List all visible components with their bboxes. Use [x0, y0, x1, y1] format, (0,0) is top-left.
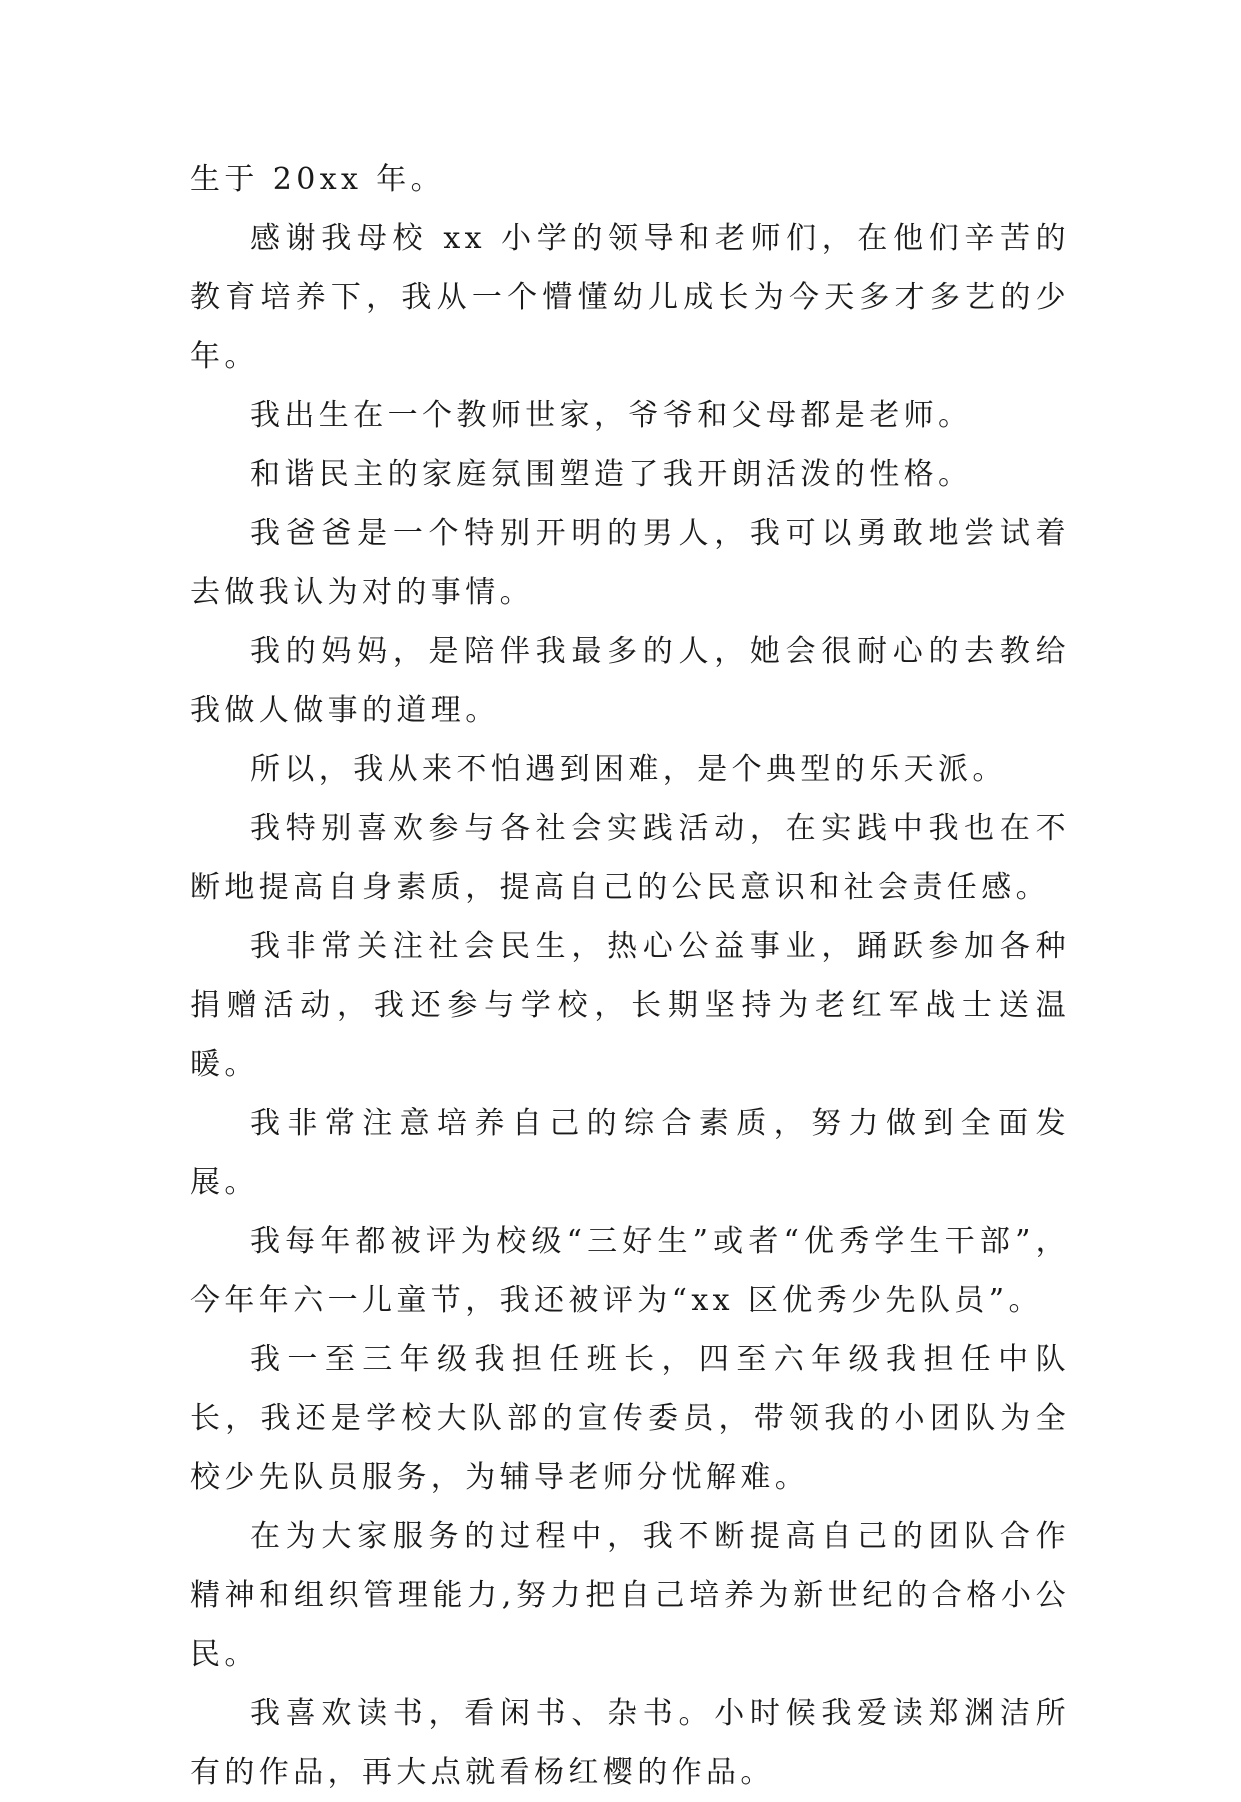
paragraph: 我出生在一个教师世家，爷爷和父母都是老师。 — [250, 398, 973, 433]
paragraph: 我爸爸是一个特别开明的男人，我可以勇敢地尝试着去做我认为对的事情。 — [190, 516, 1070, 610]
paragraph: 我一至三年级我担任班长，四至六年级我担任中队长，我还是学校大队部的宣传委员，带领我的小团队为全校少先队员服务，为辅导老师分忧解难。 — [190, 1342, 1070, 1495]
paragraph: 和谐民主的家庭氛围塑造了我开朗活泼的性格。 — [250, 457, 973, 492]
paragraph: 我每年都被评为校级“三好生”或者“优秀学生干部”，今年年六一儿童节，我还被评为“xx 区优秀少先队员”。 — [190, 1224, 1070, 1318]
document-body — [190, 150, 1070, 1802]
paragraph: 我非常注意培养自己的综合素质，努力做到全面发展。 — [190, 1106, 1070, 1200]
paragraph: 我的妈妈，是陪伴我最多的人，她会很耐心的去教给我做人做事的道理。 — [190, 634, 1070, 728]
paragraph: 感谢我母校 xx 小学的领导和老师们，在他们辛苦的教育培养下，我从一个懵懂幼儿成长为今天多才多艺的少年。 — [190, 221, 1070, 374]
paragraph: 生于 20xx 年。 — [190, 162, 446, 197]
paragraph: 在为大家服务的过程中，我不断提高自己的团队合作精神和组织管理能力,努力把自己培养为新世纪的合格小公民。 — [190, 1519, 1070, 1672]
paragraph: 所以，我从来不怕遇到困难，是个典型的乐天派。 — [250, 752, 1007, 787]
paragraph: 我特别喜欢参与各社会实践活动，在实践中我也在不断地提高自身素质，提高自己的公民意识和社会责任感。 — [190, 811, 1070, 905]
paragraph: 我喜欢读书，看闲书、杂书。小时候我爱读郑渊洁所有的作品，再大点就看杨红樱的作品。 — [190, 1696, 1070, 1790]
paragraph: 我非常关注社会民生，热心公益事业，踊跃参加各种捐赠活动，我还参与学校，长期坚持为老红军战士送温暖。 — [190, 929, 1070, 1082]
